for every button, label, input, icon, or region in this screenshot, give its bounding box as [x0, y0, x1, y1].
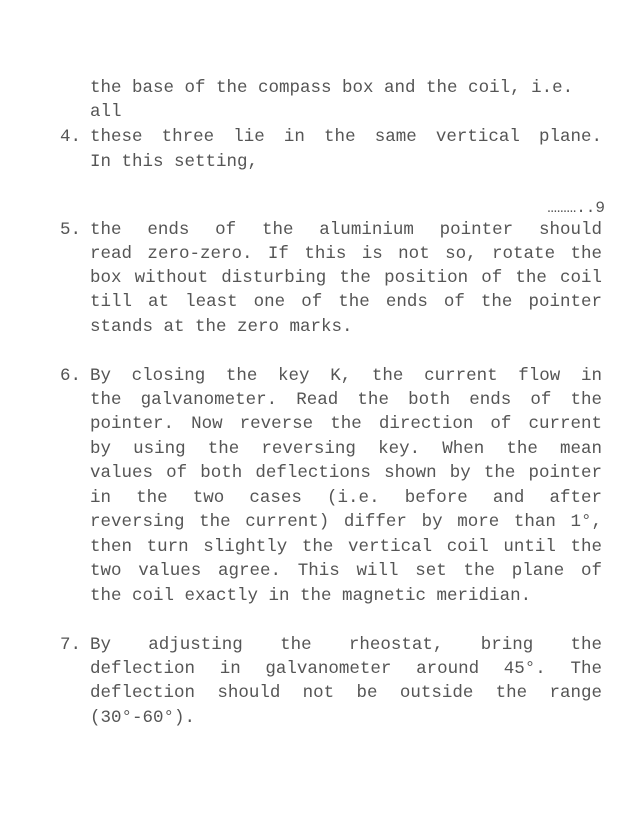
item-text-line: the coil exactly in the magnetic meridian. [90, 586, 532, 606]
item-text-line: (30°-60°). [90, 708, 196, 728]
item-text-line: then turn slightly the vertical coil until the [90, 537, 602, 557]
item-text-line: values of both deflections shown by the pointer [90, 463, 602, 483]
item-text-line: pointer. Now reverse the direction of current [90, 414, 602, 434]
item-text-line: box without disturbing the position of the coil [90, 268, 602, 288]
item-text-line: By adjusting the rheostat, bring the [90, 635, 602, 655]
item-text-line: by using the reversing key. When the mean [90, 439, 602, 459]
item-text-line: stands at the zero marks. [90, 317, 353, 337]
continuation-line: all [90, 102, 122, 122]
item-text-line: reversing the current) differ by more than 1°, [90, 512, 602, 532]
item-text-line: these three lie in the same vertical plane. [90, 127, 602, 147]
item-text-line: in the two cases (i.e. before and after [90, 488, 602, 508]
item-number: 4. [60, 127, 82, 147]
item-number: 5. [60, 220, 82, 240]
item-text-line: In this setting, [90, 152, 259, 172]
continuation-line: the base of the compass box and the coil, i.e. [90, 78, 574, 98]
item-text-line: By closing the key K, the current flow in [90, 366, 602, 386]
item-number: 7. [60, 635, 82, 655]
item-text-line: the galvanometer. Read the both ends of the [90, 390, 602, 410]
item-text-line: till at least one of the ends of the pointer [90, 292, 602, 312]
item-text-line: the ends of the aluminium pointer should [90, 220, 602, 240]
item-text-line: read zero-zero. If this is not so, rotate the [90, 244, 602, 264]
page-marker: ………..9 [547, 199, 605, 217]
item-text-line: deflection should not be outside the range [90, 683, 602, 703]
item-number: 6. [60, 366, 82, 386]
item-text-line: two values agree. This will set the plane of [90, 561, 602, 581]
item-text-line: deflection in galvanometer around 45°. The [90, 659, 602, 679]
